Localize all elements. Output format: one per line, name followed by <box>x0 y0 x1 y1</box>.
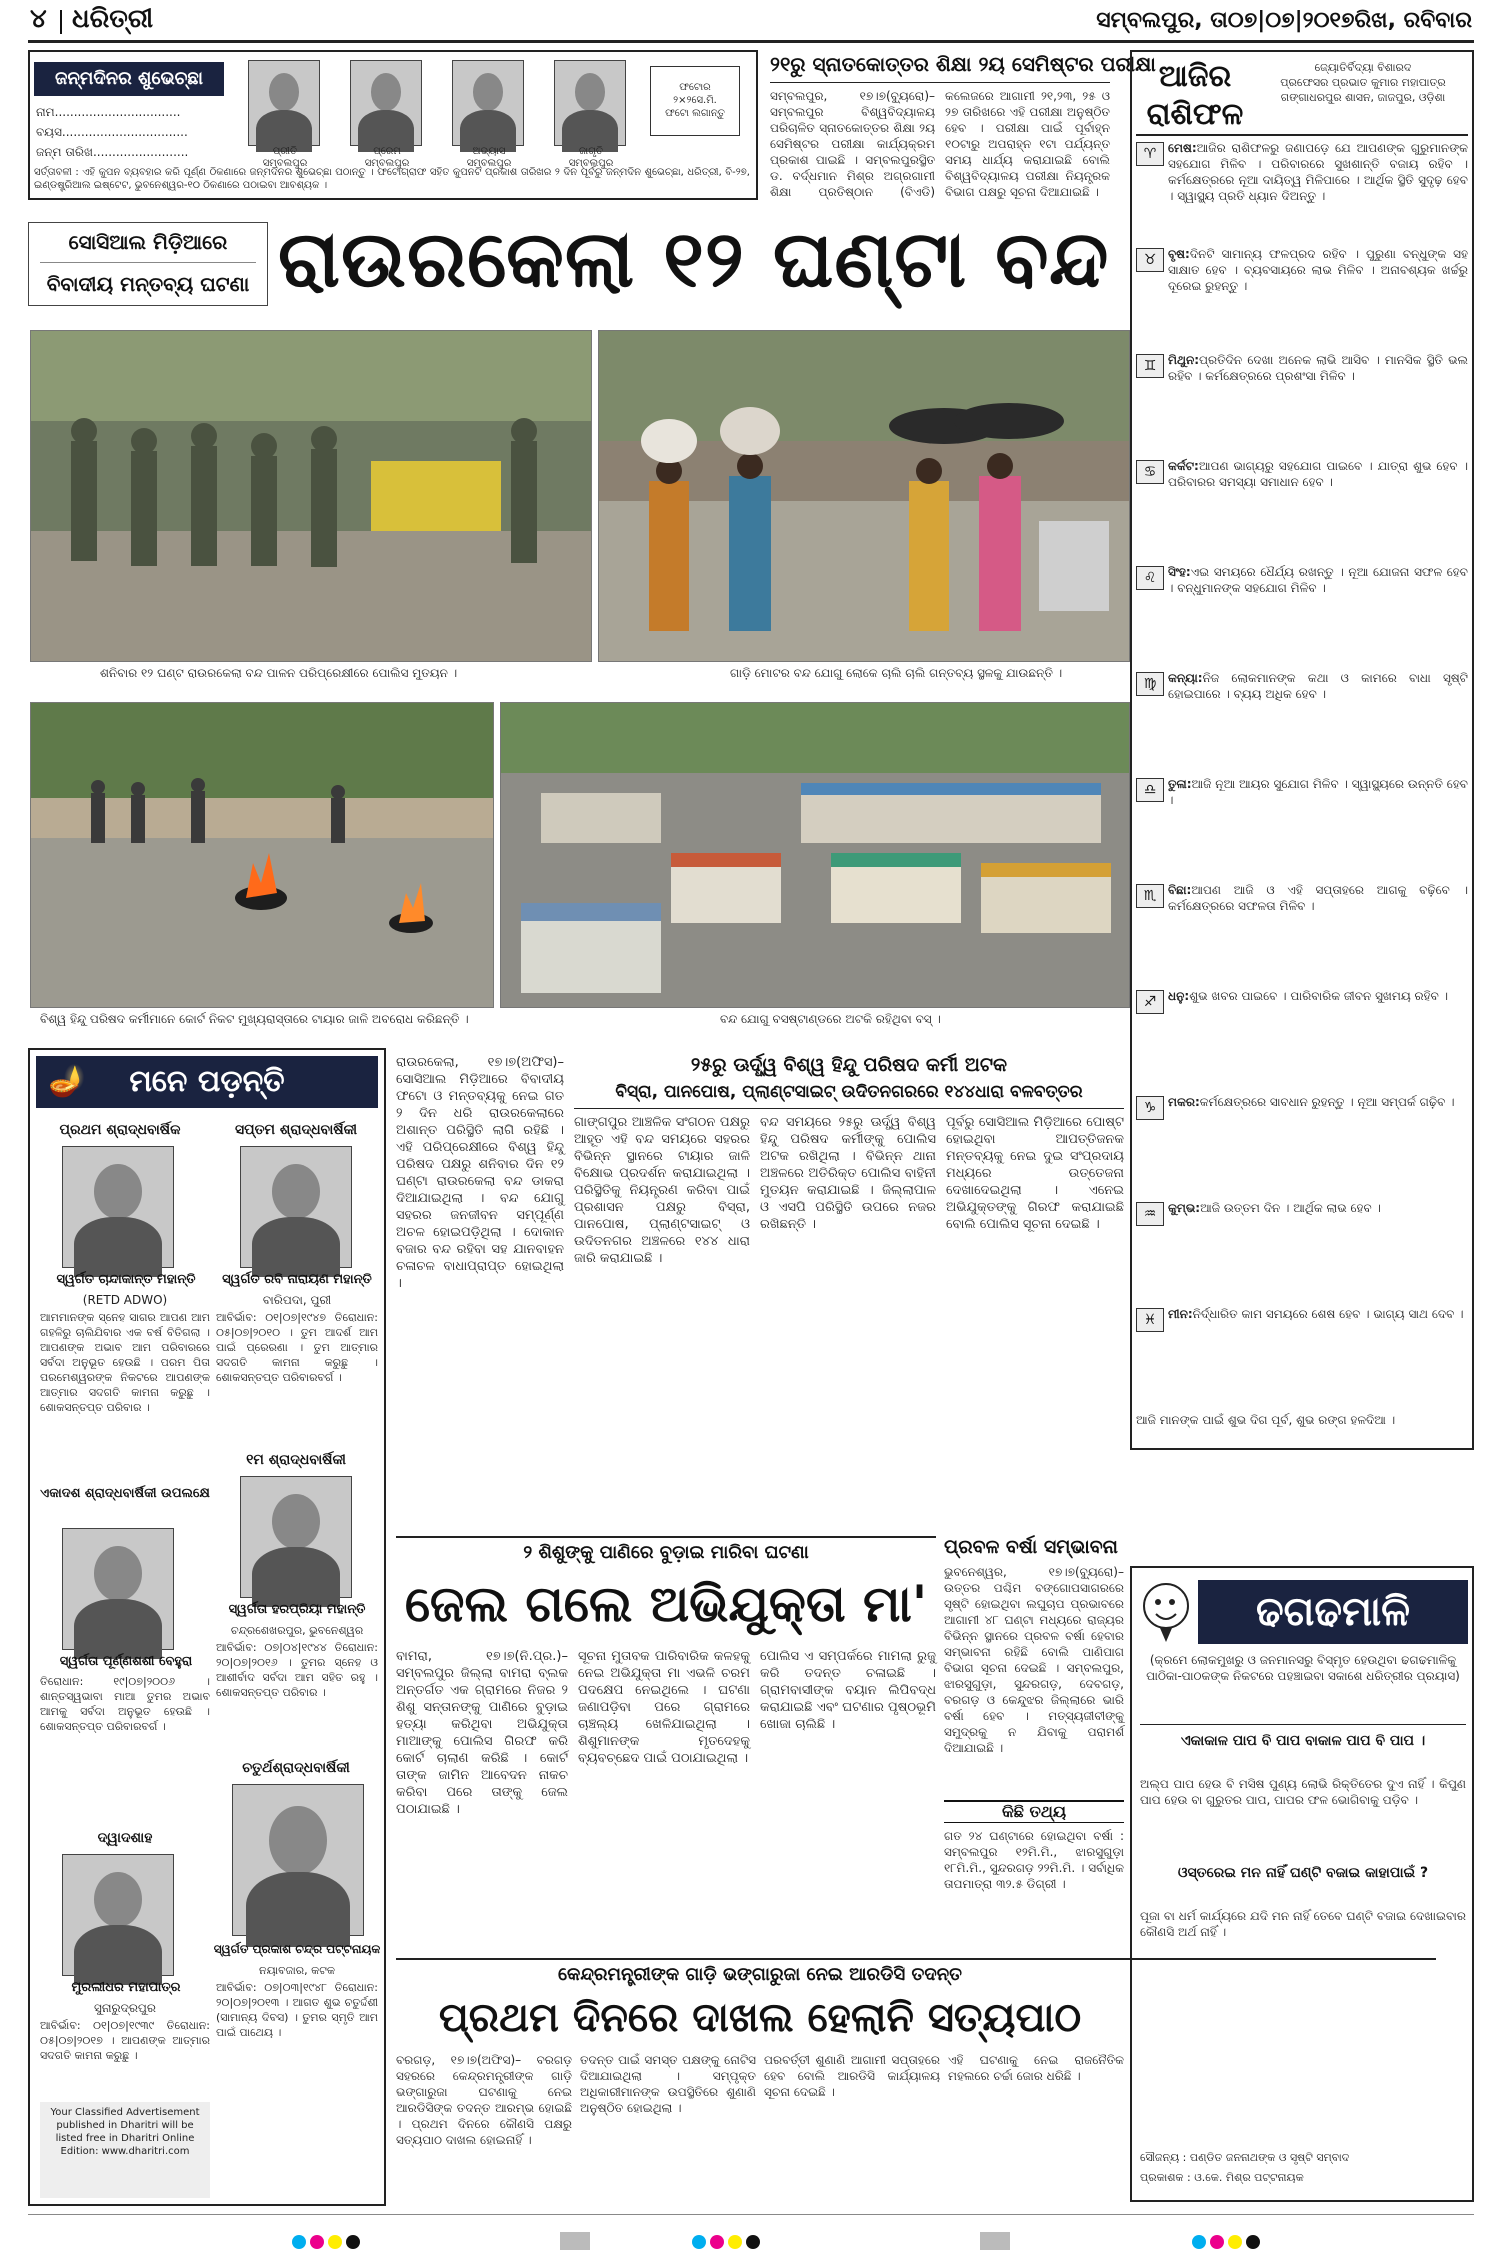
rashi-item-mithuna <box>1136 352 1468 458</box>
vhp-body-col1: ରାଉରକେଲା, ୧୭।୭(ଅଫିସ)– ସୋସିଆଲ ମିଡ଼ିଆରେ ବିବାଦୀୟ ଫଟୋ ଓ ମନ୍ତବ୍ୟକୁ ନେଇ ଗତ ୨ ଦିନ ଧରି ରାଉରକେଲାରେ ଅଶାନ୍ତ ପରିସ୍ଥିତି ଲାଗି ରହିଛି । ଏହି ପରିପ୍ରେକ୍ଷୀରେ ବିଶ୍ୱ ହିନ୍ଦୁ ପରିଷଦ ପକ୍ଷରୁ ଶନିବାର ଦିନ ୧୨ ଘଣ୍ଟା ରାଉରକେଲା ବନ୍ଦ ଡାକରା ଦିଆଯାଇଥିଲା । ବନ୍ଦ ଯୋଗୁ ସହରର ଜନଜୀବନ ସମ୍ପୂର୍ଣ୍ଣ ଅଚଳ ହୋଇପଡ଼ିଥିଲା । ଦୋକାନ ବଜାର ବନ୍ଦ ରହିବା ସହ ଯାନବାହନ ଚଳାଚଳ ବାଧାପ୍ରାପ୍ତ ହୋଇଥିଲା । <box>396 1055 564 1291</box>
aquarius-icon: ♒ <box>1136 1202 1164 1226</box>
obit-text: ଆବିର୍ଭାବ: ୦୧|୦୭|୧୯୩୯ ତିରୋଧାନ: ୦୫|୦୭|୨୦୧୭ । ଆପଣଙ୍କ ଆତ୍ମାର ସଦଗତି କାମନା କରୁଛୁ । <box>40 2019 210 2062</box>
women-walking-art <box>599 331 1129 661</box>
registration-marks <box>1190 2234 1262 2253</box>
jail-top-rule <box>396 1536 936 1538</box>
birthday-terms: ସର୍ତ୍ତାବଳୀ : ଏହି କୁପନ ବ୍ୟବହାର କରି ପୂର୍ଣ୍ଣ ଠିକଣାରେ ଜନ୍ମଦିନର ଶୁଭେଚ୍ଛା ପଠାନ୍ତୁ । ଫଟୋଗ୍ରାଫ ସହିତ କୁପନଟି ପ୍ରକାଶ ତାରିଖର ୨ ଦିନ ପୂର୍ବରୁ ଜନ୍ମଦିନ ଶୁଭେଚ୍ଛା, ଧରିତ୍ରୀ, ବି-୨୭, ଇଣ୍ଡଷ୍ଟ୍ରିଆଲ ଇଷ୍ଟେଟ, ଭୁବନେଶ୍ୱର-୧୦ ଠିକଣାରେ ପଠାଇବା ଆବଶ୍ୟକ । <box>34 167 750 191</box>
rashi-text <box>1168 140 1468 244</box>
tyre-fire-art <box>31 703 493 1007</box>
proverb-1-meaning: ଅଲ୍ପ ପାପ ହେଉ ବି ମସିଷ ପୁଣ୍ୟ ଲୋଭି ରିକ୍ତିତେର ଦୁଏ ନାହିଁ । କିପୁଣ ପାପ ହେଉ ବା ଗୁରୁତର ପାପ, ପାପର ଫଳ ଭୋଗିବାକୁ ପଡ଼ିବ । <box>1140 1777 1466 1807</box>
rashi-text <box>1168 564 1468 668</box>
rashi-name: ମୀନ: <box>1168 1307 1193 1321</box>
kid-photo <box>350 60 422 146</box>
rashi-text <box>1168 1094 1468 1198</box>
rashi-name: ମିଥୁନ: <box>1168 353 1200 367</box>
rashi-desc: ଏଇ ସମୟରେ ଧୈର୍ଯ୍ୟ ରଖନ୍ତୁ । ନୂଆ ଯୋଜନା ସଫଳ ହେବ । ବନ୍ଧୁମାନଙ୍କ ସହଯୋଗ ମିଳିବ । <box>1168 565 1468 595</box>
rashi-desc: କର୍ମକ୍ଷେତ୍ରରେ ସାବଧାନ ରୁହନ୍ତୁ । ନୂଆ ସମ୍ପର୍କ ଗଢ଼ିବ । <box>1199 1095 1455 1109</box>
banner-headline: ରାଉରକେଲା ୧୨ ଘଣ୍ଟା ବନ୍ଦ <box>278 215 1110 305</box>
obit-portrait <box>232 1784 364 1936</box>
cbi-kicker: କେନ୍ଦ୍ରମନ୍ତ୍ରୀଙ୍କ ଗାଡ଼ି ଭଙ୍ଗାରୁଜା ନେଇ ଆରଡିସି ତଦନ୍ତ <box>558 1964 962 1985</box>
rashi-item-makara <box>1136 1094 1468 1200</box>
rain-headline: ପ୍ରବଳ ବର୍ଷା ସମ୍ଭାବନା <box>944 1536 1118 1558</box>
rashi-item-simha <box>1136 564 1468 670</box>
rashi-text <box>1168 1200 1468 1304</box>
exam-rule <box>770 82 1110 83</box>
pisces-icon: ♓ <box>1136 1308 1164 1332</box>
obit-name: ସ୍ୱର୍ଗତ ରବି ନାରାୟଣ ମହାନ୍ତି <box>222 1272 372 1287</box>
birthday-title: ଜନ୍ମଦିନର ଶୁଭେଚ୍ଛା <box>34 62 224 96</box>
dhagadhamali-collector: ପ୍ରକାଶକ : ଓ.କେ. ମିଶ୍ର ପଟ୍ଟନାୟକ <box>1140 2171 1304 2184</box>
police-photo <box>30 330 592 662</box>
rashi-text <box>1168 1306 1468 1410</box>
obit-portrait <box>62 1854 174 1976</box>
banner-kicker-rule <box>40 262 256 263</box>
rashi-lucky: ଆଜି ମାନଙ୍କ ପାଇଁ ଶୁଭ ଦିଗ ପୂର୍ବ, ଶୁଭ ରଙ୍ଗ ହଳଦିଆ । <box>1136 1413 1396 1427</box>
vhp-body-col4: ପୂର୍ବରୁ ସୋସିଆଲ ମିଡ଼ିଆରେ ପୋଷ୍ଟ ହୋଇଥିବା ଆପତ୍ତିଜନକ ମନ୍ତବ୍ୟକୁ ନେଇ ଦୁଇ ସଂପ୍ରଦାୟ ମଧ୍ୟରେ ଉତ୍ତେଜନା ଦେଖାଦେଇଥିଲା । ଏନେଇ ଅଭିଯୁକ୍ତଙ୍କୁ ଗିରଫ କରାଯାଇଛି ବୋଲି ପୋଲିସ ସୂଚନା ଦେଇଛି । <box>946 1115 1124 1232</box>
jail-body-col2: ସୂଚନା ମୁତାବକ ପାରିବାରିକ କଳହକୁ ନେଇ ଅଭିଯୁକ୍ତା ମା ଏଭଳି ଚରମ ପଦକ୍ଷେପ ନେଇଥିଲେ । ଘଟଣା ଜଣାପଡ଼ିବା ପରେ ଗ୍ରାମରେ ଚାଞ୍ଚଲ୍ୟ ଖେଳିଯାଇଥିଲା । ଶିଶୁମାନଙ୍କ ମୃତଦେହକୁ ବ୍ୟବଚ୍ଛେଦ ପାଇଁ ପଠାଯାଇଥିଲା । <box>578 1649 750 1766</box>
tyre-fire-caption: ବିଶ୍ୱ ହିନ୍ଦୁ ପରିଷଦ କର୍ମୀମାନେ କୋର୍ଟ ନିକଟ ମୁଖ୍ୟରାସ୍ତାରେ ଟାୟାର ଜାଳି ଅବରୋଧ କରିଛନ୍ତି । <box>40 1012 469 1026</box>
police-photo-caption: ଶନିବାର ୧୨ ଘଣ୍ଟ ରାଉରକେଲା ବନ୍ଦ ପାଳନ ପରିପ୍ରେକ୍ଷୀରେ ପୋଲିସ ମୁତୟନ । <box>100 666 458 680</box>
bus-stand-art <box>501 703 1129 1007</box>
cbi-body-col2: ତଦନ୍ତ ପାଇଁ ସମସ୍ତ ପକ୍ଷଙ୍କୁ ନୋଟିସ ଦିଆଯାଇଥିଲା । ସମ୍ପୃକ୍ତ ଅଧିକାରୀମାନଙ୍କ ଉପସ୍ଥିତିରେ ଶୁଣାଣି ଅନୁଷ୍ଠିତ ହୋଇଥିଲା । <box>580 2053 756 2115</box>
obit-label: ସପ୍ତମ ଶ୍ରାଦ୍ଧବାର୍ଷିକୀ <box>234 1122 358 1138</box>
obit-text: ଆମମାନଙ୍କ ସ୍ନେହ ସାଗର ଆପଣ ଆମ ଗହଳିରୁ ଚାଲିଯିବାର ଏକ ବର୍ଷ ବିତିଗଲା । ଆପଣଙ୍କ ଅଭାବ ଆମ ପରିବାରରେ ସର୍ବଦା ଅନୁଭୂତ ହେଉଛି । ପରମ ପିତା ପରମେଶ୍ୱରଙ୍କ ନିକଟରେ ଆପଣଙ୍କ ଆତ୍ମାର ସଦଗତି କାମନା କରୁଛୁ । ଶୋକସନ୍ତପ୍ତ ପରିବାର । <box>40 1311 210 1414</box>
rashi-text <box>1168 458 1468 562</box>
rashi-item-bichha <box>1136 882 1468 988</box>
rashi-name: ବୃଷ: <box>1168 247 1190 261</box>
rashi-text <box>1168 776 1468 880</box>
rashi-desc: ଆଜି ଉତ୍ତମ ଦିନ । ଆର୍ଥିକ ଲାଭ ହେବ । <box>1200 1201 1381 1215</box>
obit-portrait <box>62 1528 174 1650</box>
obit-portrait <box>240 1146 352 1268</box>
rashi-name: ସିଂହ: <box>1168 565 1191 579</box>
obit-sub: ନୟାବଜାର, କଟକ <box>259 1964 335 1977</box>
virgo-icon: ♍ <box>1136 672 1164 696</box>
obituary-title <box>36 1056 378 1108</box>
vhp-rule <box>574 1108 1124 1109</box>
rashi-item-tula <box>1136 776 1468 882</box>
rashi-name: ଧନୁ: <box>1168 989 1190 1003</box>
libra-icon: ♎ <box>1136 778 1164 802</box>
proverb-2: ଓସ୍ତରେଇ ମନ ନାହିଁ ଘଣ୍ଟି ବଜାଇ କାହାପାଇଁ ? <box>1177 1865 1429 1881</box>
rashi-name: କୁମ୍ଭ: <box>1168 1201 1201 1215</box>
jail-kicker: ୨ ଶିଶୁଙ୍କୁ ପାଣିରେ ବୁଡ଼ାଇ ମାରିବା ଘଟଣା <box>523 1542 809 1563</box>
women-walking-photo <box>598 330 1130 662</box>
vhp-headline-2: ବିସ୍ରା, ପାନପୋଷ, ପ୍ଲାଣ୍ଟସାଇଟ୍ ଉଦିତନଗରରେ ୧୪୪ଧାରା ବଳବତ୍ତର <box>615 1082 1083 1102</box>
paper-name: ଧରିତ୍ରୀ <box>72 4 154 34</box>
capricorn-icon: ♑ <box>1136 1096 1164 1120</box>
rashi-desc: ଆଜି ନୂଆ ଆୟର ସୁଯୋଗ ମିଳିବ । ସ୍ୱାସ୍ଥ୍ୟରେ ଉନ୍ନତି ହେବ । <box>1168 777 1468 807</box>
rashi-text <box>1168 352 1468 456</box>
cbi-body-col3: ପରବର୍ତ୍ତୀ ଶୁଣାଣି ଆଗାମୀ ସପ୍ତାହରେ ହେବ ବୋଲି ଆରଡିସି କାର୍ଯ୍ୟାଳୟ ସୂଚନା ଦେଇଛି । <box>764 2053 940 2099</box>
birthday-form-date: ଜନ୍ମ ତାରିଖ......................... <box>36 145 189 159</box>
dhagadhamali-subtitle: (କ୍ରମେ ଲୋକମୁଖରୁ ଓ ଜନମାନସରୁ ବିସ୍ମୃତ ହେଉଥିବା ଢଗଢମାଳିକୁ ପାଠିକା-ପାଠକଙ୍କ ନିକଟରେ ପହଞ୍ଚାଇବା ସକାଶେ ଧରିତ୍ରୀର ପ୍ରୟାସ) <box>1146 1653 1460 1683</box>
police-photo-art <box>31 331 591 661</box>
rashi-text <box>1168 246 1468 350</box>
bus-stand-caption: ବନ୍ଦ ଯୋଗୁ ବସଷ୍ଟାଣ୍ଡରେ ଅଟକି ରହିଥିବା ବସ୍ । <box>720 1012 941 1026</box>
tyre-fire-photo <box>30 702 494 1008</box>
rashi-item-dhanu <box>1136 988 1468 1094</box>
rashiphal-title: ଆଜିର ରାଶିଫଳ <box>1146 59 1244 132</box>
rashi-text <box>1168 670 1468 774</box>
kid-caption: ପ୍ରୀତି ସମ୍ବଲପୁର <box>262 146 308 169</box>
obit-sub: (RETD ADWO) <box>82 1293 168 1307</box>
gemini-icon: ♊ <box>1136 354 1164 378</box>
cbi-body-col1: ବରଗଡ଼, ୧୭।୭(ଅଫିସ)– ବରଗଡ଼ ସହରରେ କେନ୍ଦ୍ରମନ୍ତ୍ରୀଙ୍କ ଗାଡ଼ି ଭଙ୍ଗାରୁଜା ଘଟଣାକୁ ନେଇ ଆରଡିସିଙ୍କ ତଦନ୍ତ ଆରମ୍ଭ ହୋଇଛି । ପ୍ରଥମ ଦିନରେ କୌଣସି ପକ୍ଷରୁ ସତ୍ୟପାଠ ଦାଖଲ ହୋଇନାହିଁ । <box>396 2053 572 2147</box>
rashi-item-kumbha <box>1136 1200 1468 1306</box>
rashi-text <box>1168 988 1468 1092</box>
rashi-desc: ଶୁଭ ଖବର ପାଇବେ । ପାରିବାରିକ ଜୀବନ ସୁଖମୟ ରହିବ । <box>1189 989 1449 1003</box>
obit-portrait <box>240 1476 352 1598</box>
speaking-face-icon <box>1140 1580 1194 1644</box>
obit-label: ପ୍ରଥମ ଶ୍ରାଦ୍ଧବାର୍ଷିକ <box>59 1122 181 1138</box>
proverb-2-meaning: ପୂଜା ବା ଧର୍ମ କାର୍ଯ୍ୟରେ ଯଦି ମନ ନାହିଁ ତେବେ ଘଣ୍ଟି ବଜାଇ ଦେଖାଇବାର କୌଣସି ଅର୍ଥ ନାହିଁ । <box>1140 1909 1466 1939</box>
footer-rule <box>28 2214 1474 2215</box>
rashi-desc: ପ୍ରତିଦିନ ଦେଖା ଅନେକ ଲାଭି ଆସିବ । ମାନସିକ ସ୍ଥିତି ଭଲ ରହିବ । କର୍ମକ୍ଷେତ୍ରରେ ପ୍ରଶଂସା ମିଳିବ । <box>1168 353 1468 383</box>
rashi-item-kanya <box>1136 670 1468 776</box>
cancer-icon: ♋ <box>1136 460 1164 484</box>
registration-marks <box>290 2234 362 2253</box>
cbi-headline: ପ୍ରଥମ ଦିନରେ ଦାଖଲ ହେଲାନି ସତ୍ୟପାଠ <box>438 1995 1082 2041</box>
vhp-headline-1: ୨୫ରୁ ଊର୍ଦ୍ଧ୍ୱ ବିଶ୍ୱ ହିନ୍ଦୁ ପରିଷଦ କର୍ମୀ ଅଟକ <box>690 1054 1008 1076</box>
aries-icon: ♈ <box>1136 142 1164 166</box>
obit-label: ଚତୁର୍ଥଶ୍ରାଦ୍ଧବାର୍ଷିକୀ <box>242 1760 350 1776</box>
rashi-desc: ଦିନଟି ସାମାନ୍ୟ ଫଳପ୍ରଦ ରହିବ । ପୁରୁଣା ବନ୍ଧୁଙ୍କ ସହ ସାକ୍ଷାତ ହେବ । ବ୍ୟବସାୟରେ ଲାଭ ମିଳିବ । ଅନାବଶ୍ୟକ ଖର୍ଚ୍ଚରୁ ଦୂରେଇ ରୁହନ୍ତୁ । <box>1168 247 1468 293</box>
dhagadhamali-rule <box>1140 1724 1466 1725</box>
rain-body: ଭୁବନେଶ୍ୱର, ୧୭।୭(ବ୍ୟୁରୋ)– ଉତ୍ତର ପଶ୍ଚିମ ବଙ୍ଗୋପସାଗରରେ ସୃଷ୍ଟି ହୋଇଥିବା ଲଘୁଚାପ ପ୍ରଭାବରେ ଆଗାମୀ ୪୮ ଘଣ୍ଟା ମଧ୍ୟରେ ରାଜ୍ୟର ବିଭିନ୍ନ ସ୍ଥାନରେ ପ୍ରବଳ ବର୍ଷା ହେବାର ସମ୍ଭାବନା ରହିଛି ବୋଲି ପାଣିପାଗ ବିଭାଗ ସୂଚନା ଦେଇଛି । ସମ୍ବଲପୁର, ଝାରସୁଗୁଡ଼ା, ସୁନ୍ଦରଗଡ଼, ଦେବଗଡ଼, ବରଗଡ଼ ଓ କେନ୍ଦୁଝର ଜିଲ୍ଲାରେ ଭାରି ବର୍ଷା ହେବ । ମତ୍ସ୍ୟଜୀବୀଙ୍କୁ ସମୁଦ୍ରକୁ ନ ଯିବାକୁ ପରାମର୍ଶ ଦିଆଯାଇଛି । <box>944 1565 1124 1755</box>
rashi-name: କନ୍ୟା: <box>1168 671 1203 685</box>
kid-caption: ଅଭ୍ୟାସ ସମ୍ବଲପୁର <box>466 146 512 169</box>
rashi-name: ବିଛା: <box>1168 883 1192 897</box>
rashi-text <box>1168 882 1468 986</box>
birthday-form-name: ନାମ................................. <box>36 105 181 119</box>
vhp-body-col3: ବନ୍ଦ ସମୟରେ ୨୫ରୁ ଊର୍ଦ୍ଧ୍ୱ ବିଶ୍ୱ ହିନ୍ଦୁ ପରିଷଦ କର୍ମୀଙ୍କୁ ପୋଲିସ ଅଟକ ରଖିଥିଲା । ବିଭିନ୍ନ ଥାନା ଅଞ୍ଚଳରେ ଅତିରିକ୍ତ ପୋଲିସ ବାହିନୀ ମୁତୟନ କରାଯାଇଛି । ଜିଲ୍ଲାପାଳ ଓ ଏସପି ପରିସ୍ଥିତି ଉପରେ ନଜର ରଖିଛନ୍ତି । <box>760 1115 936 1232</box>
obit-portrait <box>62 1146 174 1268</box>
masthead-rule <box>28 40 1474 43</box>
exam-body: ସମ୍ବଲପୁର, ୧୭।୭(ବ୍ୟୁରୋ)– ସମ୍ବଲପୁର ବିଶ୍ୱବିଦ୍ୟାଳୟ ପରିଚାଳିତ ସ୍ନାତକୋତ୍ତର ଶିକ୍ଷା ୨ୟ ସେମିଷ୍ଟର ପରୀକ୍ଷା କାର୍ଯ୍ୟକ୍ରମ ପ୍ରକାଶ ପାଇଛି । ସମ୍ବଲପୁରସ୍ଥିତ ଡ. ବର୍ଦ୍ଧମାନ ମିଶ୍ର ଅଗ୍ରଗାମୀ ଶିକ୍ଷା ପ୍ରତିଷ୍ଠାନ (ବିଏଡି) କଲେଜରେ ଆଗାମୀ ୨୧,୨୩, ୨୫ ଓ ୨୭ ତାରିଖରେ ଏହି ପରୀକ୍ଷା ଅନୁଷ୍ଠିତ ହେବ । ପରୀକ୍ଷା ପାଇଁ ପୂର୍ବାହ୍ନ ୧୦ଟାରୁ ଅପରାହ୍ନ ୧ଟା ପର୍ଯ୍ୟନ୍ତ ସମୟ ଧାର୍ଯ୍ୟ କରାଯାଇଛି ବୋଲି ବିଶ୍ୱବିଦ୍ୟାଳୟ ପରୀକ୍ଷା ନିୟନ୍ତ୍ରକ ବିଭାଗ ପକ୍ଷରୁ ସୂଚନା ଦିଆଯାଇଛି । <box>770 89 1110 199</box>
scorpio-icon: ♏ <box>1136 884 1164 908</box>
obit-text: ଆବିର୍ଭାବ: ୦୭|୦୪|୧୯୪୪ ତିରୋଧାନ: ୨୦|୦୭|୨୦୧୬ । ତୁମର ସ୍ନେହ ଓ ଆଶୀର୍ବାଦ ସର୍ବଦା ଆମ ସହିତ ରହୁ । ଶୋକସନ୍ତପ୍ତ ପରିବାର । <box>216 1641 378 1699</box>
rashi-desc: ଆପଣ ଭାଗ୍ୟରୁ ସହଯୋଗ ପାଇବେ । ଯାତ୍ରା ଶୁଭ ହେବ । ପରିବାରର ସମସ୍ୟା ସମାଧାନ ହେବ । <box>1168 459 1468 489</box>
taurus-icon: ♉ <box>1136 248 1164 272</box>
birthday-form-age: ବୟସ................................. <box>36 125 188 139</box>
registration-marks <box>690 2234 762 2253</box>
proverb-1: ଏକାକାଳ ପାପ ବି ପାପ ବାକାଳ ପାପ ବି ପାପ । <box>1180 1733 1426 1749</box>
rashi-name: ମକର: <box>1168 1095 1200 1109</box>
cbi-body-col4: ଏହି ଘଟଣାକୁ ନେଇ ରାଜନୈତିକ ମହଲରେ ଚର୍ଚ୍ଚା ଜୋର ଧରିଛି । <box>948 2053 1124 2083</box>
obit-name: ମୁରଲୀଧର ମହାପାତ୍ର <box>71 1980 181 1995</box>
masthead-divider <box>60 10 62 34</box>
rain-facts-title: କିଛି ତଥ୍ୟ <box>944 1800 1124 1823</box>
banner-kicker-2: ବିବାଦୀୟ ମନ୍ତବ୍ୟ ଘଟଣା <box>46 272 250 296</box>
crop-mark <box>980 2232 1010 2250</box>
vhp-body-col2: ଗାଙ୍ଗପୁର ଆଞ୍ଚଳିକ ସଂଗଠନ ପକ୍ଷରୁ ଆହୂତ ଏହି ବନ୍ଦ ସମୟରେ ସହରର ବିଭିନ୍ନ ସ୍ଥାନରେ ଟାୟାର ଜାଳି ବିକ୍ଷୋଭ ପ୍ରଦର୍ଶନ କରାଯାଇଥିଲା । ପରିସ୍ଥିତିକୁ ନିୟନ୍ତ୍ରଣ କରିବା ପାଇଁ ପ୍ରଶାସନ ପକ୍ଷରୁ ବିସ୍ରା, ପାନପୋଷ, ପ୍ଲାଣ୍ଟସାଇଟ୍ ଓ ଉଦିତନଗର ଅଞ୍ଚଳରେ ୧୪୪ ଧାରା ଜାରି କରାଯାଇଛି । <box>574 1115 750 1266</box>
obit-sub: ସୁନାରୁଦ୍ରପୁର <box>94 2001 156 2015</box>
banner-kicker-1: ସୋସିଆଲ ମିଡ଼ିଆରେ <box>68 230 228 254</box>
kid-caption: ପ୍ରେମ ସମ୍ବଲପୁର <box>364 146 410 169</box>
kid-photo <box>554 60 626 146</box>
crop-mark <box>560 2232 590 2250</box>
obit-name: ସ୍ୱର୍ଗତା ହରପ୍ରିୟା ମହାନ୍ତି <box>228 1602 366 1617</box>
rashi-desc: ନିଜ ଲୋକମାନଙ୍କ କଥା ଓ କାମରେ ବାଧା ସୃଷ୍ଟି ହୋଇପାରେ । ବ୍ୟୟ ଅଧିକ ହେବ । <box>1168 671 1468 701</box>
kid-caption: ଜାଗୃତି ସମ୍ବଲପୁର <box>568 146 614 169</box>
rashi-desc: ନିର୍ଦ୍ଧାରିତ କାମ ସମୟରେ ଶେଷ ହେବ । ଭାଗ୍ୟ ସାଥ ଦେବ । <box>1192 1307 1464 1321</box>
rashi-name: କର୍କଟ: <box>1168 459 1199 473</box>
jail-body-col3: ପୋଲିସ ଏ ସମ୍ପର୍କରେ ମାମଲା ରୁଜୁ କରି ତଦନ୍ତ ଚଳାଇଛି । ଗ୍ରାମବାସୀଙ୍କ ବୟାନ ଲିପିବଦ୍ଧ କରାଯାଇଛି ଏବଂ ଘଟଣାର ପୃଷ୍ଠଭୂମି ଖୋଜା ଚାଲିଛି । <box>760 1649 936 1732</box>
obit-text: ଆବିର୍ଭାବ: ୦୭|୦୩|୧୯୪୮ ତିରୋଧାନ: ୨୦|୦୭|୨୦୧୩ । ଆଗତ ଶୁଭ ଚତୁର୍ଦ୍ଦଶୀ (ସାମାନ୍ୟ ଦିବସ) । ତୁମର ସ୍ମୃତି ଆମ ପାଇଁ ପାଥେୟ । <box>216 1981 378 2039</box>
obit-label: ୧ମ ଶ୍ରାଦ୍ଧବାର୍ଷିକୀ <box>246 1452 346 1468</box>
kid-photo <box>248 60 320 146</box>
photo-stamp-box: ଫଟୋର ୨×୨ସେ.ମି. ଫଟୋ ଲଗାନ୍ତୁ <box>650 66 740 136</box>
obit-text: ଆବିର୍ଭାବ: ୦୧|୦୭|୧୯୪୭ ତିରୋଧାନ: ୦୫|୦୭|୨୦୧୦ । ତୁମ ଆଦର୍ଶ ଆମ ପାଇଁ ପ୍ରେରଣା । ତୁମ ଆତ୍ମାର ସଦଗତି କାମନା କରୁଛୁ । ଶୋକସନ୍ତପ୍ତ ପରିବାରବର୍ଗ । <box>216 1311 378 1384</box>
rashi-desc: ଆପଣ ଆଜି ଓ ଏହି ସପ୍ତାହରେ ଆଗକୁ ବଢ଼ିବେ । କର୍ମକ୍ଷେତ୍ରରେ ସଫଳତା ମିଳିବ । <box>1168 883 1468 913</box>
dateline: ସମ୍ବଲପୁର, ତା୦୭|୦୭|୨୦୧୭ରିଖ, ରବିବାର <box>1096 8 1472 33</box>
rashi-item-karkata <box>1136 458 1468 564</box>
exam-headline: ୨୧ରୁ ସ୍ନାତକୋତ୍ତର ଶିକ୍ଷା ୨ୟ ସେମିଷ୍ଟର ପରୀକ୍ଷା <box>770 52 1156 76</box>
sagittarius-icon: ♐ <box>1136 990 1164 1014</box>
rashi-name: ମେଷ: <box>1168 141 1197 155</box>
rashiphal-astrologer: ଜ୍ୟୋତିର୍ବିଦ୍ୟା ବିଶାରଦ ପ୍ରଫେସର ପ୍ରଭାତ କୁମାର ମହାପାତ୍ର ଗଙ୍ଗାଧରପୁର ଶାସନ, ଜାଜପୁର, ଓଡ଼ିଶା <box>1280 61 1446 104</box>
dhagadhamali-compiler: ସୌଜନ୍ୟ : ପଣ୍ଡିତ ଜନନାଥଙ୍କ ଓ ସୃଷ୍ଟି ସମ୍ବାଦ <box>1140 2151 1350 2164</box>
rashi-item-meena <box>1136 1306 1468 1412</box>
lamp-icon: 🪔 <box>48 1064 86 1099</box>
obit-name: ସ୍ୱର୍ଗତା ପୂର୍ଣ୍ଣଶଶୀ ବେହୁରା <box>59 1654 193 1669</box>
obit-label: ଏକାଦଶ ଶ୍ରାଦ୍ଧବାର୍ଷିକୀ ଉପଲକ୍ଷେ <box>40 1486 210 1501</box>
women-walking-caption: ଗାଡ଼ି ମୋଟର ବନ୍ଦ ଯୋଗୁ ଲୋକେ ଚାଲି ଚାଲି ଗନ୍ତବ୍ୟ ସ୍ଥଳକୁ ଯାଉଛନ୍ତି । <box>730 666 1063 680</box>
bus-stand-photo <box>500 702 1130 1008</box>
rashiphal-rule <box>1136 134 1468 136</box>
classified-ad-note: Your Classified Advertisement published in Dharitri will be listed free in Dharitri Online Edition: www.dharitri.com <box>40 2102 210 2198</box>
rashi-item-vrisha <box>1136 246 1468 352</box>
page-number: ୪ <box>30 4 47 34</box>
kid-photo <box>452 60 524 146</box>
rashi-item-mesha <box>1136 140 1468 246</box>
jail-headline: ଜେଲ ଗଲେ ଅଭିଯୁକ୍ତା ମା' <box>404 1575 928 1633</box>
rain-facts: ଗତ ୨୪ ଘଣ୍ଟାରେ ହୋଇଥିବା ବର୍ଷା : ସମ୍ବଲପୁର ୧୨ମି.ମି., ଝାରସୁଗୁଡ଼ା ୧୮ମି.ମି., ସୁନ୍ଦରଗଡ଼ ୨୨ମି.ମି. । ସର୍ବାଧିକ ତାପମାତ୍ରା ୩୨.୫ ଡିଗ୍ରୀ । <box>944 1829 1124 1891</box>
obit-name: ସ୍ୱର୍ଗତ ଚାନ୍ଦାକାନ୍ତ ମହାନ୍ତି <box>56 1272 196 1287</box>
jail-body-col1: ବାମରା, ୧୭।୭(ନି.ପ୍ର.)– ସମ୍ବଲପୁର ଜିଲ୍ଲା ବାମରା ବ୍ଲକ ଅନ୍ତର୍ଗତ ଏକ ଗ୍ରାମରେ ନିଜର ୨ ଶିଶୁ ସନ୍ତାନଙ୍କୁ ପାଣିରେ ବୁଡ଼ାଇ ହତ୍ୟା କରିଥିବା ଅଭିଯୁକ୍ତା ମାଆଙ୍କୁ ପୋଲିସ ଗିରଫ କରି କୋର୍ଟ ଚାଲାଣ କରିଛି । କୋର୍ଟ ତାଙ୍କ ଜାମିନ ଆବେଦନ ନାକଚ କରିବା ପରେ ତାଙ୍କୁ ଜେଲ ପଠାଯାଇଛି । <box>396 1649 568 1817</box>
obit-name: ସ୍ୱର୍ଗତ ପ୍ରକାଶ ଚନ୍ଦ୍ର ପଟ୍ଟନାୟକ <box>213 1942 381 1956</box>
obit-sub: ବାରିପଦା, ପୁରୀ <box>262 1293 332 1307</box>
rashi-name: ତୁଳା: <box>1168 777 1192 791</box>
dhagadhamali-title: ଢଗଢମାଳି <box>1198 1580 1468 1644</box>
rashi-desc: ଆଜିର ରାଶିଫଳରୁ ଜଣାପଡ଼େ ଯେ ଆପଣଙ୍କ ଗୁରୁମାନଙ୍କ ସହଯୋଗ ମିଳିବ । ପରିବାରରେ ସୁଖଶାନ୍ତି ବଜାୟ ରହିବ । କର୍ମକ୍ଷେତ୍ରରେ ନୂଆ ଦାୟିତ୍ୱ ମିଳିପାରେ । ଆର୍ଥିକ ସ୍ଥିତି ସୁଦୃଢ଼ ହେବ । ସ୍ୱାସ୍ଥ୍ୟ ପ୍ରତି ଧ୍ୟାନ ଦିଅନ୍ତୁ । <box>1168 141 1468 203</box>
obit-label: ଦ୍ୱାଦଶାହ <box>97 1830 153 1846</box>
obit-sub: ଚନ୍ଦ୍ରଶେଖରପୁର, ଭୁବନେଶ୍ୱର <box>230 1624 364 1637</box>
rashi-list <box>1136 140 1468 1444</box>
leo-icon: ♌ <box>1136 566 1164 590</box>
obituary-title-text: ମନେ ପଡ଼ନ୍ତି <box>129 1064 285 1099</box>
obit-text: ତିରୋଧାନ: ୧୯|୦୭|୨୦୦୬ । ଶାନ୍ତସ୍ୱଭାବା ମାଆ ତୁମର ଅଭାବ ଆମକୁ ସର୍ବଦା ଅନୁଭୂତ ହେଉଛି । ଶୋକସନ୍ତପ୍ତ ପରିବାରବର୍ଗ । <box>40 1675 210 1733</box>
